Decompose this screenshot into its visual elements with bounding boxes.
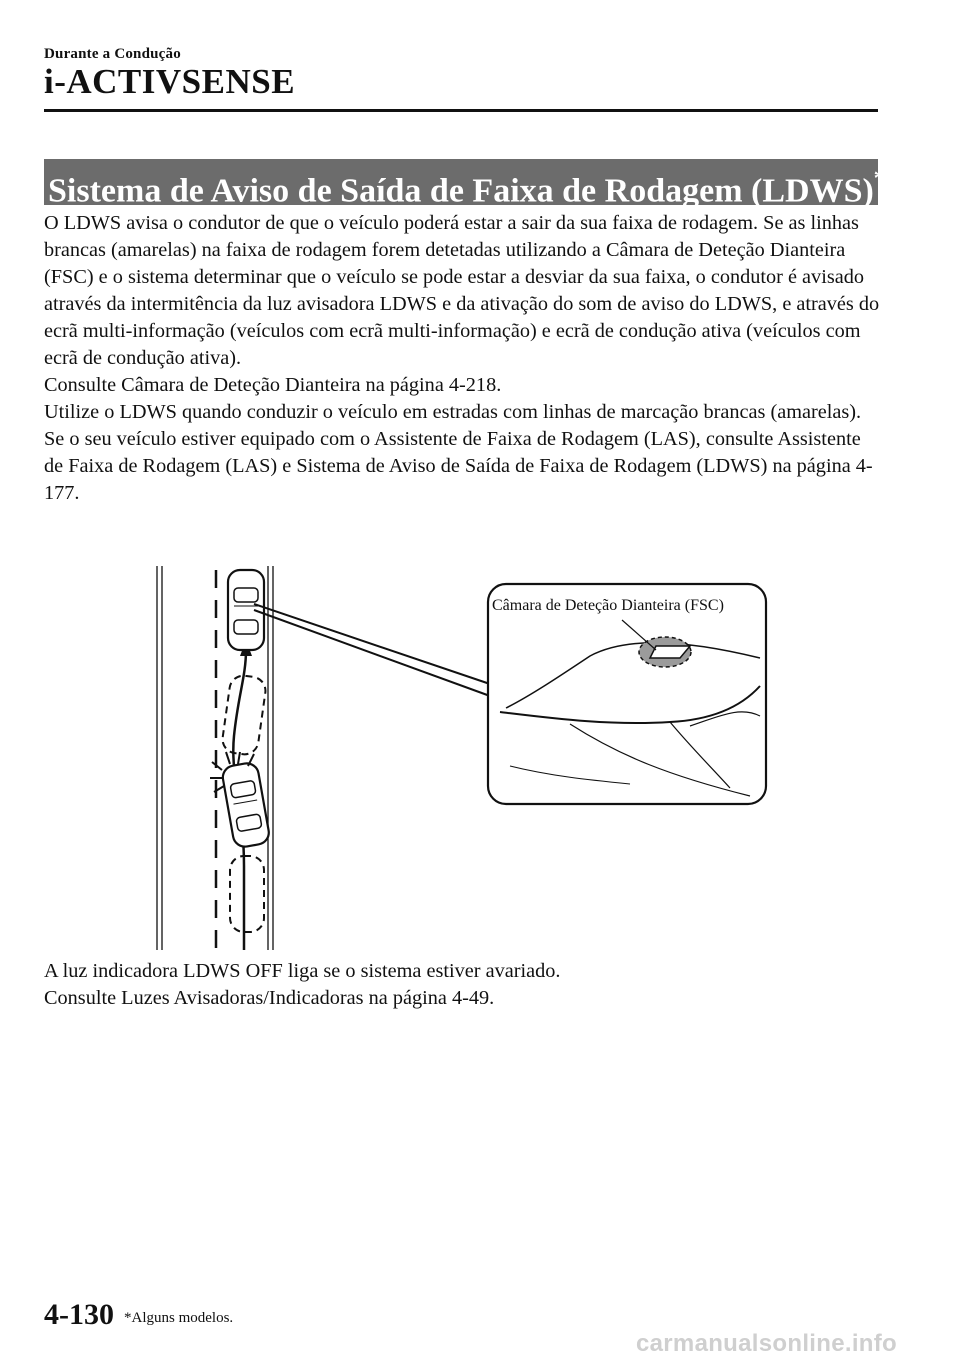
ghost-car-bottom bbox=[230, 856, 264, 932]
page-number: 4-130 bbox=[44, 1298, 114, 1331]
paragraph-usage: Utilize o LDWS quando conduzir o veículo em estradas com linhas de marcação brancas (amarelas). bbox=[44, 401, 862, 423]
camera-label: Câmara de Deteção Dianteira (FSC) bbox=[492, 597, 724, 614]
car-top bbox=[228, 570, 264, 650]
footnote: *Alguns modelos. bbox=[124, 1310, 234, 1326]
watermark: carmanualsonline.info bbox=[636, 1330, 898, 1357]
paragraph-intro: O LDWS avisa o condutor de que o veículo poderá estar a sair da sua faixa de rodagem. Se as linhas brancas (amarelas) na faixa de rodagem forem detetadas utilizando a Câmara de Deteção Dianteira (FSC) e o sistema determinar que o veículo se pode estar a desviar da sua faixa, o condutor é avisado através da intermitência da luz avisadora LDWS e da ativação do som de aviso do LDWS, e através do ecrã multi-informação (veículos com ecrã multi-informação) e ecrã de condução ativa (veículos com ecrã de condução ativa). bbox=[44, 212, 880, 369]
road-edge-right bbox=[268, 566, 273, 950]
paragraph-indicator: A luz indicadora LDWS OFF liga se o sistema estiver avariado. bbox=[44, 960, 561, 982]
section-label: Durante a Condução bbox=[44, 46, 181, 62]
paragraph-ref-camera: Consulte Câmara de Deteção Dianteira na página 4-218. bbox=[44, 374, 502, 396]
chapter-title: i-ACTIVSENSE bbox=[44, 62, 296, 101]
section-title: Sistema de Aviso de Saída de Faixa de Rodagem (LDWS) bbox=[48, 172, 874, 210]
ghost-car-middle bbox=[221, 674, 268, 756]
callout-lines bbox=[254, 604, 490, 696]
paragraph-las: Se o seu veículo estiver equipado com o Assistente de Faixa de Rodagem (LAS), consulte Assistente de Faixa de Rodagem (LAS) e Sistema de Aviso de Saída de Faixa de Rodagem (LDWS) na página 4-177. bbox=[44, 428, 873, 504]
body-text-after bbox=[44, 958, 882, 1012]
some-models-marker: * bbox=[873, 165, 885, 190]
road-edge-left bbox=[157, 566, 162, 950]
body-text bbox=[44, 210, 882, 507]
paragraph-ref-lights: Consulte Luzes Avisadoras/Indicadoras na página 4-49. bbox=[44, 987, 495, 1009]
section-title-band bbox=[44, 159, 885, 210]
camera-view-box bbox=[488, 584, 766, 804]
ldws-diagram bbox=[150, 566, 770, 950]
header-rule bbox=[44, 109, 878, 112]
car-deviating bbox=[221, 762, 271, 849]
